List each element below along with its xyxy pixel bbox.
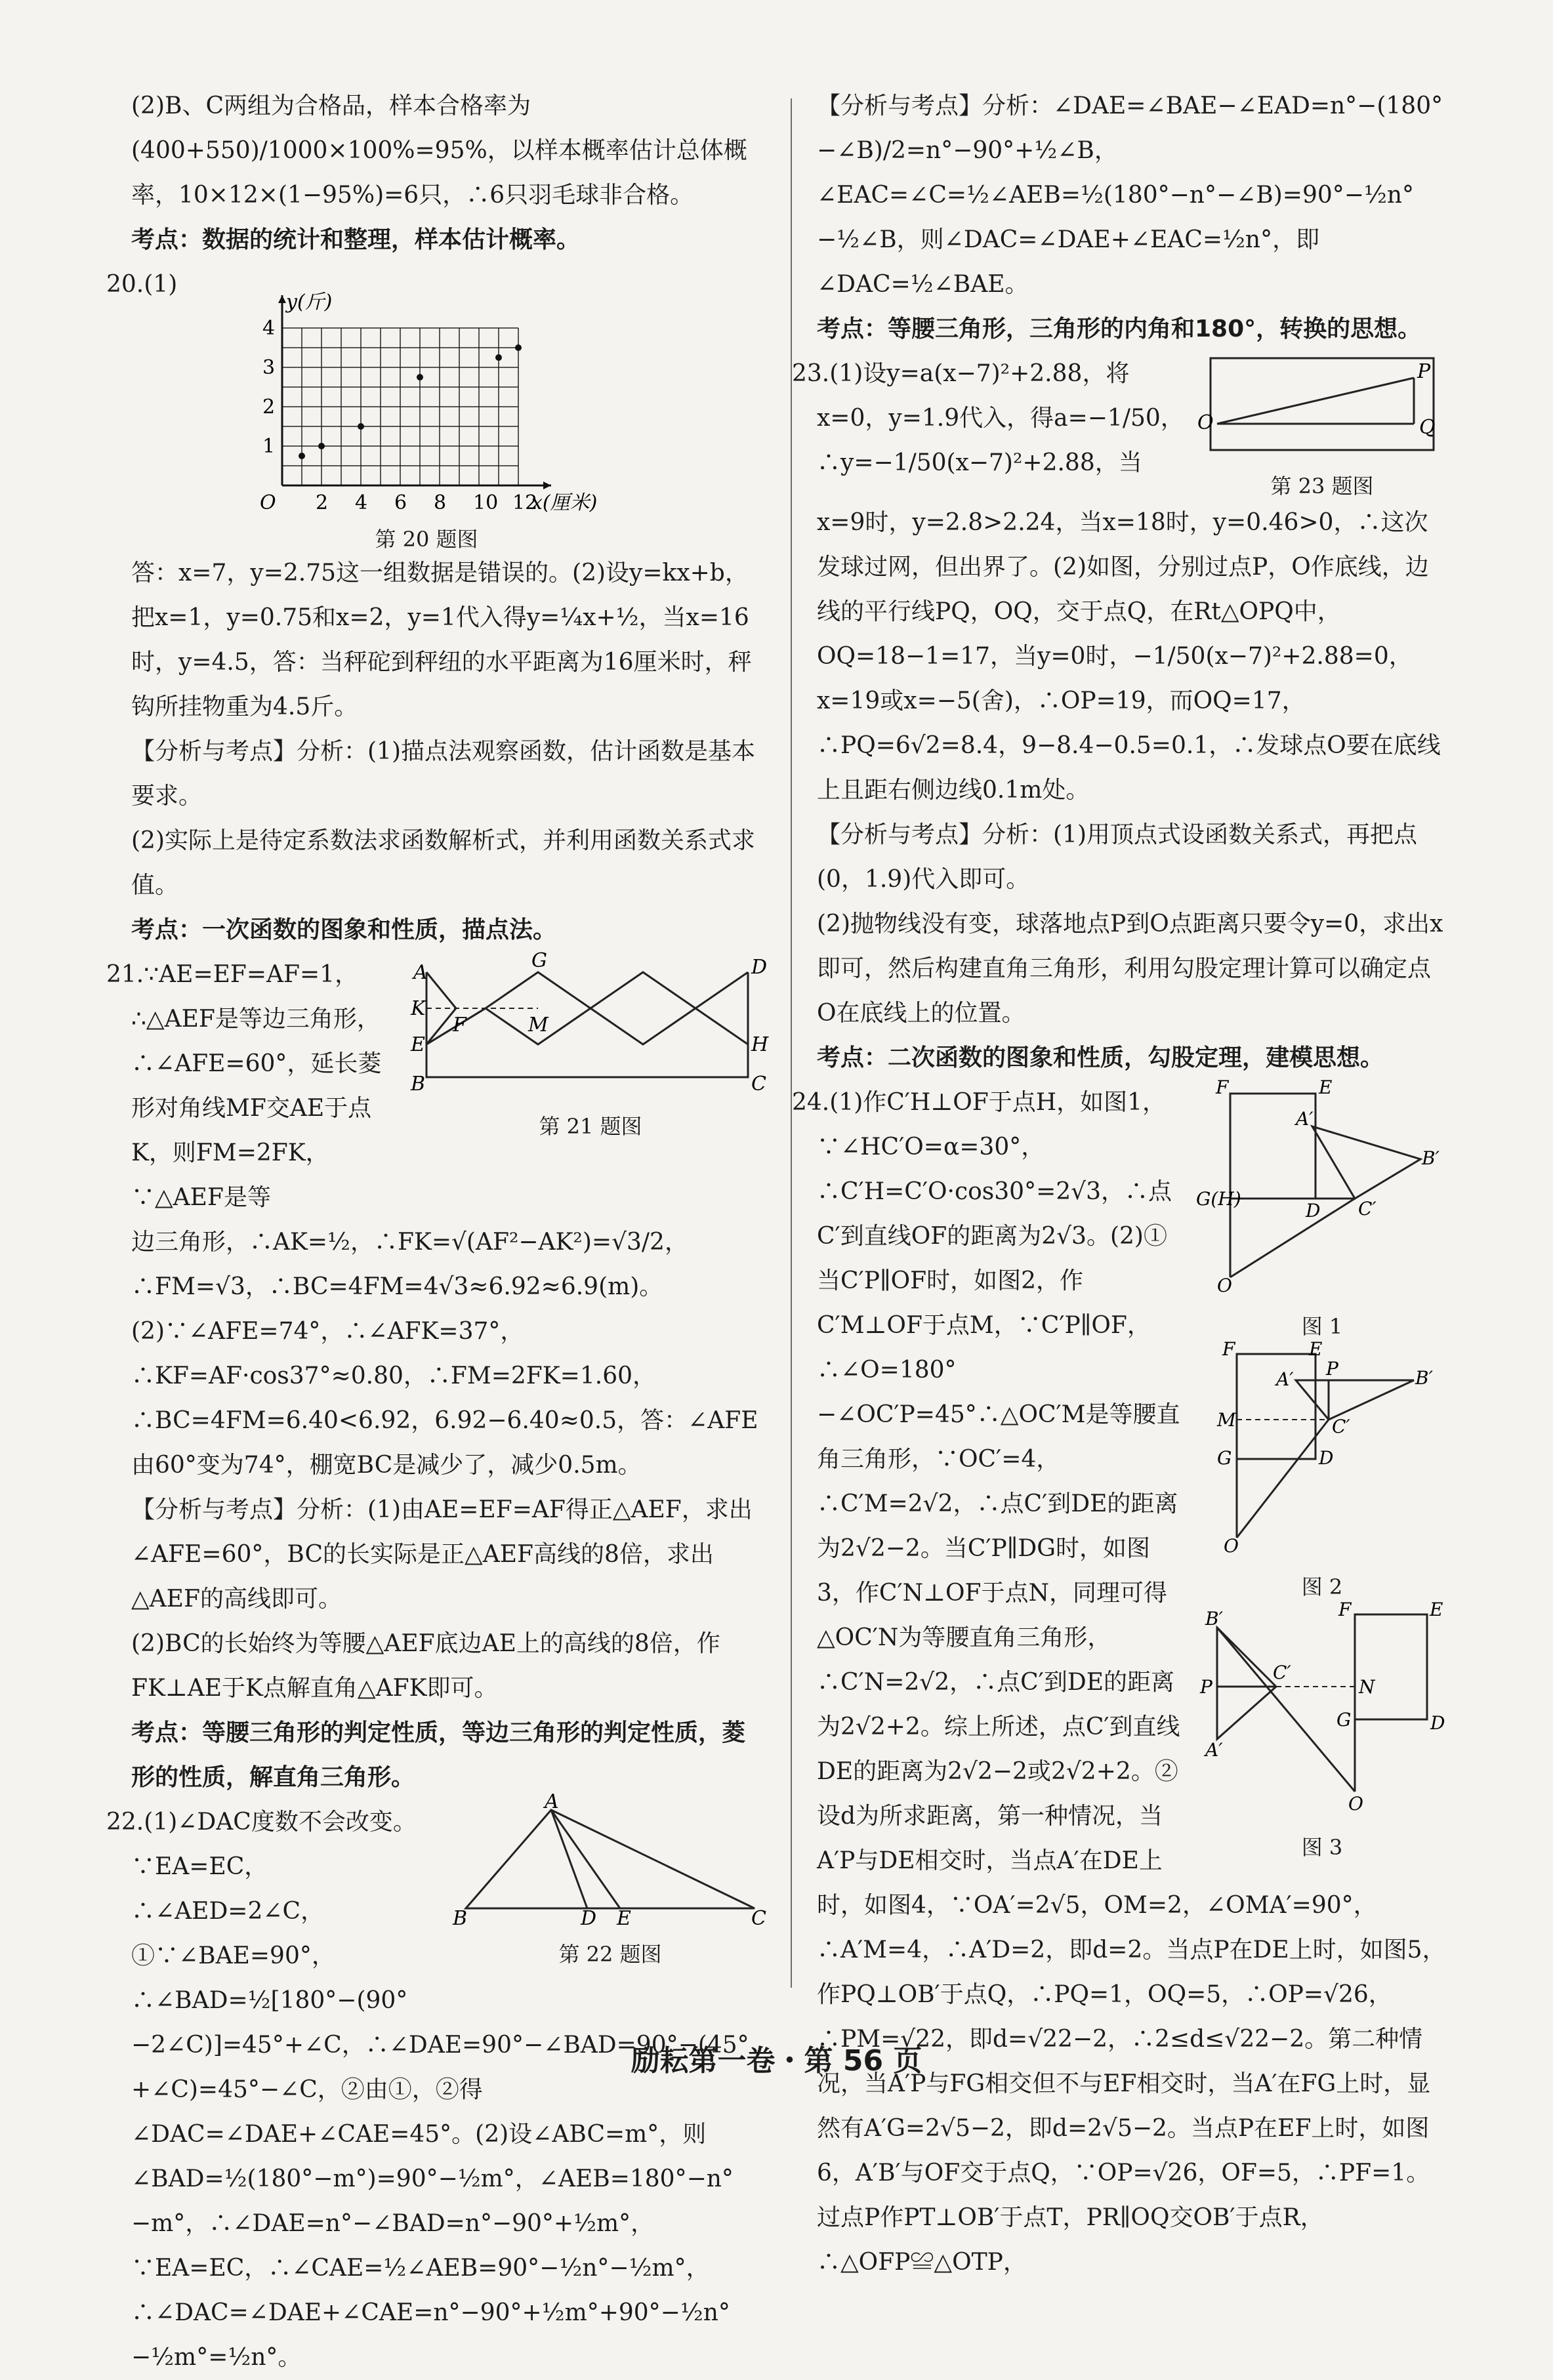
fig24-3-label-A: A′ xyxy=(1205,1739,1223,1761)
q19-kaodian: 考点：数据的统计和整理，样本估计概率。 xyxy=(131,226,581,253)
q21-part2: 边三角形，∴AK=½，∴FK=√(AF²−AK²)=√3/2，∴FM=√3，∴BC=4FM=4√3≈6.92≈6.9(m)。(2)∵∠AFE=74°，∴∠AFK=37°，∴KF=AF·cos37°≈0.80，∴FM=2FK=1.60，∴BC=4FM=6.40<6.92，6.92−6.40≈0.5，答：∠AFE由60°变为74°，棚宽BC是减少了，减少0.5m。 xyxy=(131,1229,758,1479)
fig24-1-label-D: D xyxy=(1306,1200,1321,1221)
fig24-3-label-O: O xyxy=(1348,1793,1363,1815)
y-tick-label: 2 xyxy=(262,396,276,419)
data-point xyxy=(358,423,364,430)
figure-24-1 xyxy=(1196,1077,1447,1297)
fig24-2-label-B: B′ xyxy=(1415,1367,1433,1389)
y-tick-label: 3 xyxy=(262,356,276,379)
fig21-label-E: E xyxy=(411,1033,425,1056)
q22-part2: −2∠C)]=45°+∠C，∴∠DAE=90°−∠BAD=90°−(45°+∠C)=45°−∠C，②由①，②得∠DAC=∠DAE+∠CAE=45°。(2)设∠ABC=m°，则∠BAD=½(180°−m°)=90°−½m°，∠AEB=180°−n°−m°，∴∠DAE=n°−∠BAD=n°−90°+½m°，∵EA=EC，∴∠CAE=½∠AEB=90°−½n°−½m°，∴∠DAC=∠DAE+∠CAE=n°−90°+½m°+90°−½n°−½m°=½n°。 xyxy=(131,2032,749,2371)
q22-label: 22. xyxy=(106,1809,144,1836)
fig21-label-C: C xyxy=(751,1073,766,1096)
figure-24-3 xyxy=(1197,1601,1447,1818)
fig22-label-E: E xyxy=(617,1907,631,1930)
data-point xyxy=(417,374,423,380)
x-tick-label: 2 xyxy=(316,491,329,514)
q23-block xyxy=(792,352,1447,813)
y-axis-arrow xyxy=(278,295,286,303)
q24-text: (1)作C′H⊥OF于点H，如图1，∵∠HC′O=α=30°，∴C′H=C′O·cos30°=2√3，∴点C′到直线OF的距离为2√3。(2)①当C′P∥OF时，如图2，作C′M⊥OF于点M，∵C′P∥OF，∴∠O=180°−∠OC′P=45°∴△OC′M是等腰直角三角形，∵OC′=4，∴C′M=2√2，∴点C′到DE的距离为2√2−2。当C′P∥DG时，如图3，作C′N⊥OF于点N，同理可得△OC′N为等腰直角三角形，∴C′N=2√2，∴点C′到DE的距离为2√2+2。综上所述，点C′到直线DE的距离为2√2−2或2√2+2。②设d为所求距离，第一种情况，当A′P与DE相交时，当点A′在DE上时，如图4，∵OA′=2√5，OM=2，∠OMA′=90°，∴A′M=4，∴A′D=2，即d=2。当点P在DE上时，如图5，作PQ⊥OB′于点Q，∴PQ=1，OQ=5，∴OP=√26，∴PM=√22，即d=√22−2，∴2≤d≤√22−2。第二种情况，当A′P与FG相交但不与EF相交时，当A′在FG上时，显然有A′G=2√5−2，即d=2√5−2。当点P在EF上时，如图6，A′B′与OF交于点Q，∵OP=√26，OF=5，∴PF=1。过点P作PT⊥OB′于点T，PR∥OQ交OB′于点R，∴△OFP≌△OTP， xyxy=(817,1089,1446,2276)
q21-kaodian: 考点：等腰三角形的判定性质，等边三角形的判定性质，菱形的性质，解直角三角形。 xyxy=(131,1719,746,1791)
fig21-label-B: B xyxy=(411,1073,426,1096)
q20-analysis-2: (2)实际上是待定系数法求函数解析式，并利用函数关系式求值。 xyxy=(131,827,755,899)
q20-kaodian: 考点：一次函数的图象和性质，描点法。 xyxy=(131,916,557,943)
fig24-3-label-C: C′ xyxy=(1273,1662,1291,1683)
fig22-label-C: C xyxy=(751,1907,766,1930)
figure-24-2 xyxy=(1197,1338,1447,1557)
q22-kaodian: 考点：等腰三角形，三角形的内角和180°，转换的思想。 xyxy=(817,316,1422,342)
q20-answer: 答：x=7，y=2.75这一组数据是错误的。(2)设y=kx+b，把x=1，y=0.75和x=2，y=1代入得y=¼x+½，当x=16时，y=4.5，答：当秤砣到秤纽的水平距离为16厘米时，秤钩所挂物重为4.5斤。 xyxy=(131,560,752,720)
fig24-2-label-C: C′ xyxy=(1332,1416,1350,1437)
fig21-label-A: A xyxy=(413,961,428,984)
fig24-3-label-F: F xyxy=(1338,1599,1352,1620)
fig24-2-label-F: F xyxy=(1222,1338,1235,1360)
fig23-label-O: O xyxy=(1197,411,1214,434)
q22-analysis: 【分析与考点】分析：∠DAE=∠BAE−∠EAD=n°−(180°−∠B)/2=n°−90°+½∠B，∠EAC=∠C=½∠AEB=½(180°−n°−∠B)=90°−½n°−½∠B，则∠DAC=∠DAE+∠EAC=½n°，即∠DAC=½∠BAE。 xyxy=(817,92,1443,298)
figure-24-stack xyxy=(1196,1077,1447,1862)
q23-part2: x=9时，y=2.8>2.24，当x=18时，y=0.46>0，∴这次发球过网，但出界了。(2)如图，分别过点P，O作底线，边线的平行线PQ，OQ，交于点Q，在Rt△OPQ中，OQ=18−1=17，当y=0时，−1/50(x−7)²+2.88=0，x=19或x=−5(舍)，∴OP=19，而OQ=17，∴PQ=6√2=8.4，9−8.4−0.5=0.1，∴发球点O要在底线上且距右侧边线0.1m处。 xyxy=(817,509,1441,804)
page-footer: 励耘第一卷・第 56 页 xyxy=(631,2044,922,2078)
fig22-label-D: D xyxy=(581,1907,597,1930)
fig24-3-label-B: B′ xyxy=(1205,1608,1223,1630)
fig22-label-B: B xyxy=(453,1907,468,1930)
figure-21-diagram xyxy=(411,949,769,1097)
q23-kaodian: 考点：二次函数的图象和性质，勾股定理，建模思想。 xyxy=(817,1044,1384,1071)
q21-analysis-1: 【分析与考点】分析：(1)由AE=EF=AF得正△AEF，求出∠AFE=60°，BC的长实际是正△AEF高线的8倍，求出△AEF的高线即可。 xyxy=(131,1496,753,1612)
fig24-3-label-G: G xyxy=(1336,1709,1352,1731)
x-axis-arrow xyxy=(543,482,551,489)
q21-analysis-2: (2)BC的长始终为等腰△AEF底边AE上的高线的8倍，作FK⊥AE于K点解直角△AFK即可。 xyxy=(131,1630,720,1702)
figure-20-chart xyxy=(230,262,650,525)
figure-22 xyxy=(453,1790,768,1969)
fig23-label-P: P xyxy=(1417,360,1431,383)
fig24-1-label-A: A′ xyxy=(1296,1108,1314,1130)
fig24-1-label-C: C′ xyxy=(1358,1198,1377,1220)
fig24-2-label-M: M xyxy=(1217,1409,1236,1431)
q22-part1: (1)∠DAC度数不会改变。∵EA=EC，∴∠AED=2∠C，①∵∠BAE=90°，∴∠BAD=½[180°−(90° xyxy=(131,1809,417,2014)
q21-part1: ∵AE=EF=AF=1，∴△AEF是等边三角形，∴∠AFE=60°，延长菱形对角线MF交AE于点K，则FM=2FK，∵△AEF是等 xyxy=(131,961,382,1211)
fig24-3-label-P: P xyxy=(1200,1676,1212,1698)
fig24-2-label-P: P xyxy=(1326,1358,1338,1380)
x-tick-label: 4 xyxy=(355,491,368,514)
x-tick-label: 10 xyxy=(473,491,499,514)
data-point xyxy=(495,354,502,361)
figure-24-2-caption: 图 2 xyxy=(1301,1574,1343,1599)
fig24-2-label-E: E xyxy=(1309,1338,1323,1360)
q23-analysis-1: 【分析与考点】分析：(1)用顶点式设函数关系式，再把点(0，1.9)代入即可。 xyxy=(817,821,1417,893)
right-column xyxy=(792,84,1447,2285)
fig21-label-F: F xyxy=(453,1014,466,1036)
figure-24-1-caption: 图 1 xyxy=(1301,1314,1343,1339)
figure-23-caption: 第 23 题图 xyxy=(1270,474,1374,499)
figure-23 xyxy=(1197,352,1447,501)
fig24-2-label-G: G xyxy=(1217,1447,1232,1469)
data-point xyxy=(515,344,522,351)
origin-label: O xyxy=(260,491,276,514)
fig24-1-label-E: E xyxy=(1319,1077,1333,1098)
q21-label: 21. xyxy=(106,961,144,988)
q21-block xyxy=(106,949,769,1488)
data-point xyxy=(318,443,325,449)
fig24-1-label-B: B′ xyxy=(1422,1147,1439,1169)
x-axis-label: x(厘米) xyxy=(531,491,598,514)
fig23-label-Q: Q xyxy=(1419,416,1436,439)
q20-label: 20.(1) xyxy=(106,271,178,298)
figure-21 xyxy=(411,949,769,1141)
fig24-3-label-D: D xyxy=(1430,1712,1445,1734)
figure-21-caption: 第 21 题图 xyxy=(539,1114,642,1139)
q20-block xyxy=(106,262,768,552)
fig21-label-G: G xyxy=(531,949,547,972)
fig21-label-H: H xyxy=(751,1033,769,1056)
fig21-label-M: M xyxy=(528,1014,549,1036)
y-tick-label: 4 xyxy=(262,317,276,340)
fig24-2-label-A: A′ xyxy=(1276,1368,1294,1390)
fig24-1-label-F: F xyxy=(1216,1077,1229,1098)
fig24-2-label-O: O xyxy=(1224,1535,1239,1557)
left-column xyxy=(106,84,769,2380)
x-tick-label: 6 xyxy=(394,491,407,514)
q23-analysis-2: (2)抛物线没有变，球落地点P到O点距离只要令y=0，求出x即可，然后构建直角三角形，利用勾股定理计算可以确定点O在底线上的位置。 xyxy=(817,911,1443,1027)
fig21-label-D: D xyxy=(751,956,768,979)
x-tick-label: 12 xyxy=(512,491,538,514)
fig24-1-label-O: O xyxy=(1217,1275,1232,1296)
fig24-2-label-D: D xyxy=(1319,1447,1334,1469)
fig21-label-K: K xyxy=(411,997,426,1020)
figure-23-diagram xyxy=(1197,352,1447,457)
q22-block xyxy=(106,1790,768,2380)
q23-part1: (1)设y=a(x−7)²+2.88，将x=0，y=1.9代入，得a=−1/50，∴y=−1/50(x−7)²+2.88，当 xyxy=(817,360,1184,476)
fig24-3-label-E: E xyxy=(1430,1599,1443,1620)
figure-22-caption: 第 22 题图 xyxy=(558,1942,662,1967)
fig24-3-label-N: N xyxy=(1359,1676,1375,1698)
figure-24-3-caption: 图 3 xyxy=(1301,1835,1343,1860)
figure-20-caption: 第 20 题图 xyxy=(375,527,478,552)
q24-label: 24. xyxy=(792,1089,830,1116)
q20-analysis-1: 【分析与考点】分析：(1)描点法观察函数，估计函数是基本要求。 xyxy=(131,738,755,810)
data-point xyxy=(299,453,305,459)
fig24-1-label-GH: G(H) xyxy=(1196,1188,1241,1210)
q24-block xyxy=(792,1077,1447,2285)
q23-label: 23. xyxy=(792,360,830,387)
y-tick-label: 1 xyxy=(262,435,276,458)
fig22-label-A: A xyxy=(545,1790,559,1813)
figure-22-diagram xyxy=(453,1790,768,1930)
y-axis-label: y(斤) xyxy=(286,291,333,314)
q19-part2: (2)B、C两组为合格品，样本合格率为(400+550)/1000×100%=95%，以样本概率估计总体概率，10×12×(1−95%)=6只，∴6只羽毛球非合格。 xyxy=(131,92,747,209)
x-tick-label: 8 xyxy=(434,491,447,514)
